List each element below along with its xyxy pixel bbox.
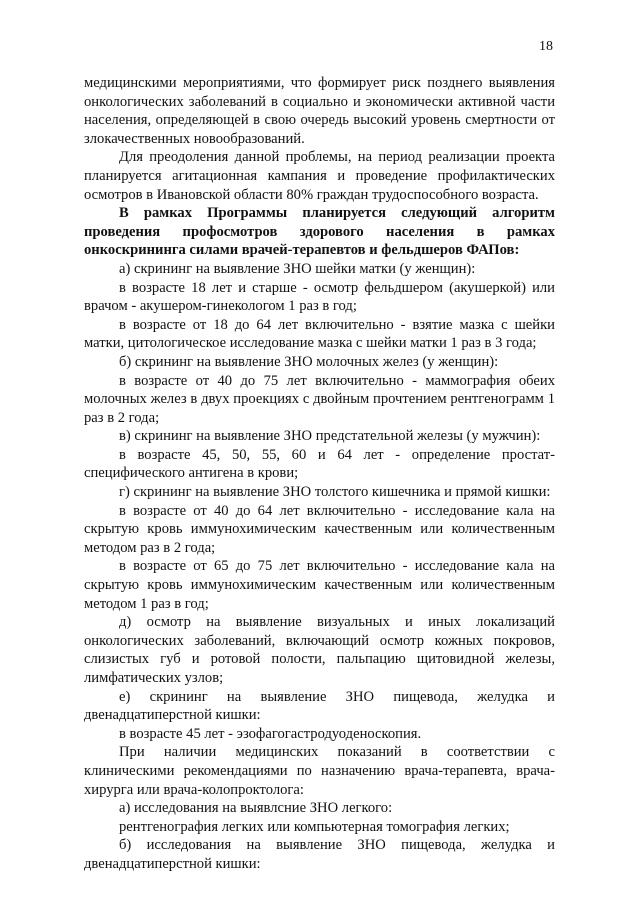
paragraph-cervical-screening: а) скрининг на выявление ЗНО шейки матки (у женщин):	[119, 260, 476, 277]
paragraph-breast-screening: б) скрининг на выявление ЗНО молочных желез (у женщин):	[119, 353, 499, 370]
paragraph-upper-gi-screening: е) скрининг на выявление ЗНО пищевода, желудка и двенадцатиперстной кишки:	[84, 688, 555, 724]
paragraph-cervical-smear: в возрасте от 18 до 64 лет включительно - взятие мазка с шейки матки, цитологическое исследование мазка с шейки матки 1 раз в 3 года;	[84, 316, 555, 352]
paragraph-occult-blood-65-75: в возрасте от 65 до 75 лет включительно - исследование кала на скрытую кровь иммунохимическим качественным или количественным методом 1 раз в год;	[84, 558, 555, 612]
paragraph-occult-blood-40-64: в возрасте от 40 до 64 лет включительно - исследование кала на скрытую кровь иммунохимическим качественным или количественным методом раз в 2 года;	[84, 502, 555, 556]
document-body	[84, 74, 555, 874]
paragraph-campaign: Для преодоления данной проблемы, на период реализации проекта планируется агитационная кампания и проведение профилактических осмотров в Ивановской области 80% граждан трудоспособного возраста.	[84, 149, 555, 203]
paragraph-egd: в возрасте 45 лет - эзофагогастродуоденоскопия.	[119, 725, 422, 742]
paragraph-psa-test: в возрасте 45, 50, 55, 60 и 64 лет - определение простат-специфического антигена в крови;	[84, 446, 555, 482]
paragraph-cervical-exam: в возрасте 18 лет и старше - осмотр фельдшером (акушеркой) или врачом - акушером-гинекологом 1 раз в год;	[84, 279, 555, 315]
page-number: 18	[539, 39, 553, 54]
paragraph-medical-indications: При наличии медицинских показаний в соответствии с клиническими рекомендациями по назначению врача-терапевта, врача-хирурга или врача-колопроктолога:	[84, 744, 555, 798]
paragraph-algorithm-heading: В рамках Программы планируется следующий алгоритм проведения профосмотров здорового населения в рамках онкоскрининга силами врачей-терапевтов и фельдшеров ФАПов:	[84, 205, 555, 259]
paragraph-upper-gi-tests: б) исследования на выявление ЗНО пищевода, желудка и двенадцатиперстной кишки:	[84, 837, 555, 872]
paragraph-colorectal-screening: г) скрининг на выявление ЗНО толстого кишечника и прямой кишки:	[119, 484, 551, 501]
paragraph-mammography: в возрасте от 40 до 75 лет включительно - маммография обеих молочных желез в двух проекциях с двойным прочтением рентгенограмм 1 раз в 2 года;	[84, 372, 555, 426]
paragraph-risk-context: медицинскими мероприятиями, что формирует риск позднего выявления онкологических заболеваний в социально и экономически активной части населения, определяющей в свою очередь высокий уровень смертности от злокачественных новообразований.	[84, 75, 555, 147]
paragraph-lung-tests: а) исследования на выявлсние ЗНО легкого:	[119, 800, 393, 817]
paragraph-prostate-screening: в) скрининг на выявление ЗНО предстательной железы (у мужчин):	[119, 428, 541, 445]
paragraph-lung-imaging: рентгенография легких или компьютерная томография легких;	[119, 818, 510, 835]
paragraph-visual-exam: д) осмотр на выявление визуальных и иных локализаций онкологических заболеваний, включающий осмотр кожных покровов, слизистых губ и ротовой полости, пальпацию щитовидной железы, лимфатических узлов;	[84, 614, 555, 686]
